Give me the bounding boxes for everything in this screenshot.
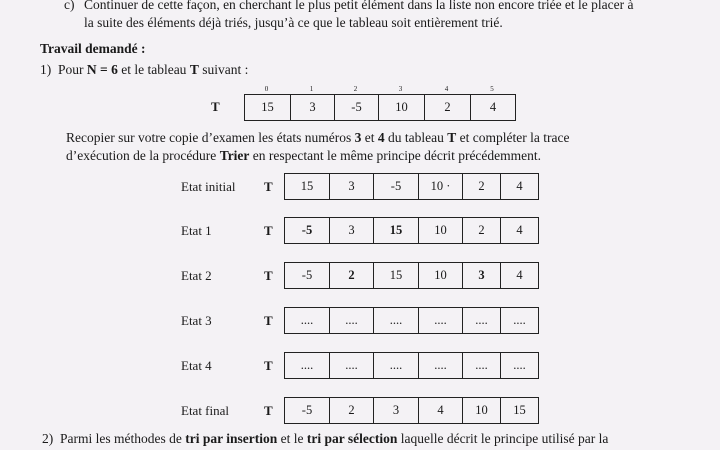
- q1-number: 1): [40, 62, 52, 77]
- instruction-text-b: et: [364, 130, 375, 145]
- state-t-label: T: [264, 403, 273, 418]
- instruction-t: T: [447, 130, 457, 145]
- state-cell: 15: [501, 398, 539, 424]
- initial-array-cell: 10: [379, 95, 425, 121]
- state-cell: 2: [330, 263, 374, 289]
- instruction-text-d: et compléter la trace: [459, 130, 570, 145]
- state-label: Etat 3: [181, 313, 212, 328]
- state-cell: 4: [501, 218, 539, 244]
- state-cell: ....: [285, 308, 330, 334]
- array-index: 4: [444, 85, 449, 93]
- instruction-line-2: [66, 147, 541, 164]
- instruction-text-c: du tableau: [388, 130, 444, 145]
- instruction-proc: Trier: [219, 148, 250, 163]
- state-cell: 15: [374, 218, 419, 244]
- state-cell: 15: [285, 174, 330, 200]
- state-cell: ....: [463, 308, 501, 334]
- state-cell: 2: [463, 174, 501, 200]
- state-cell: 3: [330, 174, 374, 200]
- state-cell: 3: [463, 263, 501, 289]
- instruction-text-f: en respectant le même principe décrit précédemment.: [252, 148, 542, 163]
- state-cell: 10: [463, 398, 501, 424]
- q1-text-before: Pour: [58, 62, 84, 77]
- state-cell: ....: [501, 353, 539, 379]
- work-heading: Travail demandé :: [40, 41, 146, 56]
- state-cell: 3: [330, 218, 374, 244]
- state-label: Etat final: [181, 403, 230, 418]
- array-index: 2: [353, 85, 358, 93]
- state-cell: ....: [463, 353, 501, 379]
- q2-text-a: Parmi les méthodes de: [60, 431, 182, 446]
- array-label: T: [211, 99, 220, 114]
- state-cell: 4: [501, 263, 539, 289]
- state-t-label: T: [264, 223, 273, 238]
- initial-array-cell: 15: [245, 95, 291, 121]
- array-index: 5: [490, 85, 494, 93]
- intro-line-2: la suite des éléments déjà triés, jusqu’à ce que le tableau soit entièrement trié.: [84, 15, 503, 30]
- state-table: [284, 217, 539, 244]
- state-cell: ....: [330, 308, 374, 334]
- state-t-label: T: [264, 358, 273, 373]
- initial-array-cell: 3: [291, 95, 335, 121]
- instruction-text-e: d’exécution de la procédure: [66, 148, 217, 163]
- state-cell: -5: [285, 263, 330, 289]
- state-t-label: T: [264, 268, 273, 283]
- state-cell: ....: [285, 353, 330, 379]
- q1-text-middle: et le tableau: [121, 62, 187, 77]
- intro-marker: c): [64, 0, 75, 12]
- state-cell: -5: [285, 218, 330, 244]
- state-cell: ....: [419, 308, 463, 334]
- state-cell: -5: [285, 398, 330, 424]
- state-table: [284, 352, 539, 379]
- initial-array-cell: 4: [471, 95, 516, 121]
- state-table: [284, 397, 539, 424]
- initial-array-table: [244, 94, 516, 121]
- q1-statement: [40, 61, 248, 78]
- state-label: Etat 1: [181, 223, 212, 238]
- intro-line-1: Continuer de cette façon, en cherchant le plus petit élément dans la liste non encore triée et le placer à: [84, 0, 634, 12]
- state-cell: 2: [330, 398, 374, 424]
- state-cell: ....: [419, 353, 463, 379]
- state-cell: 10 ·: [419, 174, 463, 200]
- state-cell: 10: [419, 218, 463, 244]
- q1-n-expr: N = 6: [86, 62, 118, 77]
- state-cell: ....: [501, 308, 539, 334]
- state-cell: 15: [374, 263, 419, 289]
- q2-statement: [42, 430, 608, 447]
- state-label: Etat 2: [181, 268, 212, 283]
- state-cell: 10: [419, 263, 463, 289]
- q2-number: 2): [42, 431, 54, 446]
- initial-array-cell: 2: [425, 95, 471, 121]
- state-table: [284, 307, 539, 334]
- state-table: [284, 262, 539, 289]
- state-cell: ....: [374, 308, 419, 334]
- initial-array-cell: -5: [335, 95, 379, 121]
- q1-text-after: suivant :: [202, 62, 249, 77]
- state-cell: 3: [374, 398, 419, 424]
- instruction-line-1: [66, 129, 569, 146]
- q2-method-1: tri par insertion: [185, 431, 278, 446]
- array-index: 1: [309, 85, 314, 93]
- state-cell: ....: [374, 353, 419, 379]
- array-index: 3: [398, 85, 403, 93]
- state-table: [284, 173, 539, 200]
- q2-text-c: laquelle décrit le principe utilisé par la: [400, 431, 609, 446]
- instruction-text-a: Recopier sur votre copie d’examen les états numéros: [66, 130, 352, 145]
- state-cell: -5: [374, 174, 419, 200]
- state-cell: ....: [330, 353, 374, 379]
- state-label: Etat initial: [181, 179, 236, 194]
- state-t-label: T: [264, 179, 273, 194]
- q1-t-name: T: [189, 62, 199, 77]
- q2-text-b: et le: [280, 431, 304, 446]
- instruction-num-2: 4: [377, 130, 385, 145]
- state-cell: 4: [419, 398, 463, 424]
- instruction-num-1: 3: [354, 130, 362, 145]
- state-t-label: T: [264, 313, 273, 328]
- q2-method-2: tri par sélection: [306, 431, 398, 446]
- state-cell: 2: [463, 218, 501, 244]
- state-cell: 4: [501, 174, 539, 200]
- array-index: 0: [264, 85, 269, 93]
- state-label: Etat 4: [181, 358, 212, 373]
